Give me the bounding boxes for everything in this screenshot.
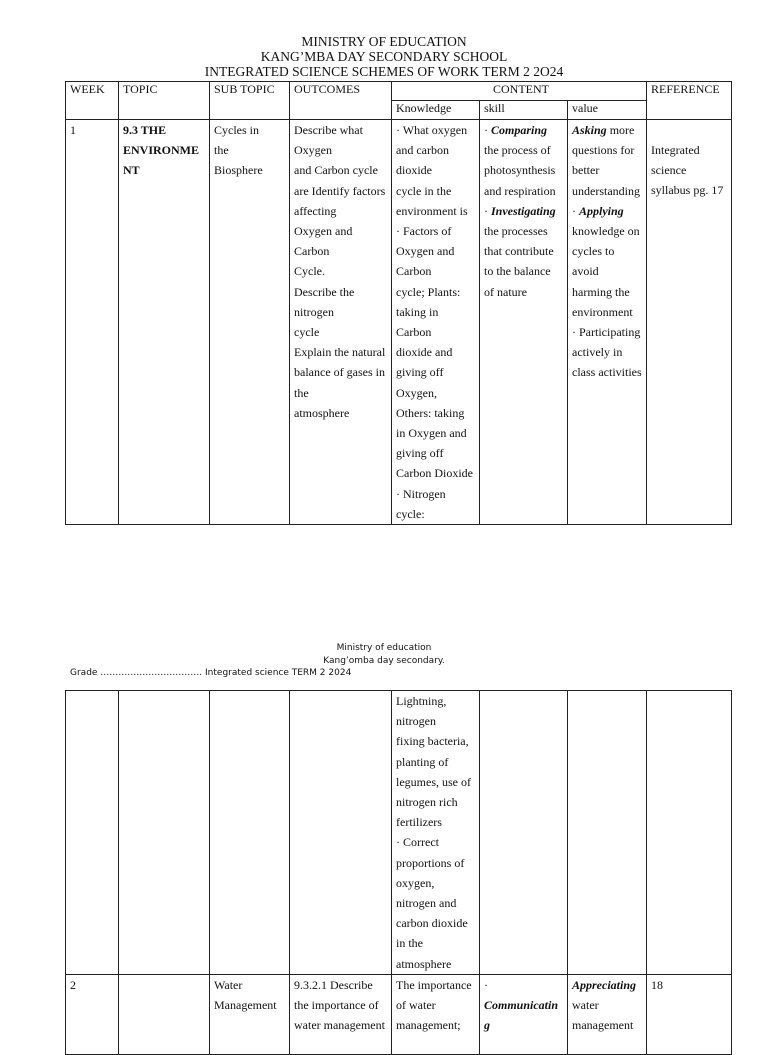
value-keyword: Applying (579, 203, 624, 218)
scheme-title: INTEGRATED SCIENCE SCHEMES OF WORK TERM 2 2O24 (204, 64, 564, 79)
col-header-week: WEEK (66, 82, 119, 120)
cell-skill (480, 974, 568, 1054)
knowledge-line: in Oxygen and (396, 426, 467, 441)
bullet: · (484, 977, 488, 992)
knowledge-line: fixing bacteria, (396, 734, 469, 749)
scheme-table-page2 (65, 690, 732, 1055)
sub-topic-line: the (214, 143, 229, 158)
knowledge-line: carbon dioxide (396, 916, 468, 931)
knowledge-line: cycle: (396, 506, 425, 521)
value-line: cycles to (572, 244, 615, 259)
outcome-line: Describe the (294, 284, 355, 299)
knowledge-line: and carbon (396, 143, 449, 158)
col-header-outcomes: OUTCOMES (290, 82, 392, 120)
cell-skill (480, 120, 568, 525)
knowledge-line: Carbon (396, 325, 432, 340)
table-row-week-1 (66, 120, 732, 525)
knowledge-line: cycle in the (396, 183, 452, 198)
ministry-title: MINISTRY OF EDUCATION (301, 34, 467, 49)
skill-keyword: Investigating (491, 203, 556, 218)
knowledge-line: Oxygen, (396, 385, 437, 400)
value-keyword: Appreciating (572, 977, 637, 992)
knowledge-line: oxygen, (396, 875, 435, 890)
knowledge-line: dioxide (396, 163, 432, 178)
cell-skill (480, 691, 568, 975)
outcome-line: Describe what (294, 123, 363, 137)
outcome-line: nitrogen (294, 304, 334, 319)
cell-reference: 18 (647, 974, 732, 1054)
cell-sub-topic (210, 691, 290, 975)
cell-week: 1 (66, 120, 119, 525)
skill-keyword: Communicatin (484, 998, 559, 1013)
knowledge-line: · Nitrogen (396, 486, 446, 501)
outcome-line: Oxygen and (294, 224, 353, 239)
outcome-line: Explain the natural (294, 345, 386, 360)
outcome-line: affecting (294, 203, 337, 218)
scheme-table-page1 (65, 81, 732, 525)
value-line: understanding (572, 183, 640, 198)
knowledge-line: taking in (396, 304, 439, 319)
topic-line: ENVIRONME (123, 143, 200, 158)
value-line: · Participating (572, 325, 641, 340)
outcome-line: atmosphere (294, 405, 350, 420)
knowledge-line: Oxygen and (396, 244, 455, 259)
value-text: more (606, 123, 635, 137)
col-header-knowledge: Knowledge (392, 101, 480, 120)
knowledge-line: legumes, use of (396, 774, 471, 789)
cell-knowledge (392, 691, 480, 975)
cell-sub-topic (210, 974, 290, 1054)
cell-knowledge (392, 120, 480, 525)
page2-grade-line: Grade ……………………………. Integrated science TERM 2 2024 (70, 668, 352, 678)
knowledge-line: atmosphere (396, 956, 452, 971)
value-line (572, 120, 646, 140)
knowledge-line: The importance (396, 977, 472, 992)
cell-topic (119, 691, 210, 975)
value-line: knowledge on (572, 224, 640, 239)
cell-sub-topic (210, 120, 290, 525)
knowledge-line: · What oxygen (396, 123, 468, 137)
value-keyword: Asking (572, 123, 607, 137)
knowledge-line: nitrogen rich (396, 795, 458, 810)
cell-outcomes (290, 120, 392, 525)
knowledge-line: environment is (396, 203, 468, 218)
value-line: harming the (572, 284, 630, 299)
skill-line: and respiration (484, 183, 556, 198)
knowledge-line: management; (396, 1018, 461, 1033)
col-header-topic: TOPIC (119, 82, 210, 120)
outcome-line: Oxygen (294, 143, 332, 158)
knowledge-line: Carbon Dioxide (396, 466, 473, 481)
skill-line (484, 120, 567, 140)
knowledge-line: planting of (396, 754, 449, 769)
knowledge-line: proportions of (396, 855, 465, 870)
value-line: management (572, 1018, 634, 1033)
cell-reference (647, 691, 732, 975)
outcome-line: and Carbon cycle (294, 163, 378, 178)
value-line: class activities (572, 365, 642, 380)
skill-line: of nature (484, 284, 527, 299)
sub-topic-line: Water (214, 977, 243, 992)
col-header-skill: skill (480, 101, 568, 120)
knowledge-line: giving off (396, 446, 444, 461)
knowledge-line: Others: taking (396, 405, 465, 420)
school-name: KANG’MBA DAY SECONDARY SCHOOL (260, 49, 508, 64)
cell-week: 2 (66, 974, 119, 1054)
col-header-content: CONTENT (392, 82, 647, 101)
outcome-line: Cycle. (294, 264, 325, 279)
knowledge-line: dioxide and (396, 345, 453, 360)
page2-ministry: Ministry of education (336, 643, 432, 653)
topic-line: 9.3 THE (123, 123, 167, 137)
outcome-line: 9.3.2.1 Describe (294, 977, 373, 992)
outcome-line: balance of gases in (294, 365, 385, 380)
cell-knowledge (392, 974, 480, 1054)
value-line: questions for (572, 143, 635, 158)
knowledge-line: fertilizers (396, 815, 442, 830)
skill-line: that contribute (484, 244, 554, 259)
cell-topic (119, 974, 210, 1054)
col-header-reference: REFERENCE (647, 82, 732, 120)
knowledge-line: nitrogen and (396, 896, 457, 911)
value-line: environment (572, 304, 633, 319)
cell-week (66, 691, 119, 975)
value-line: water (572, 998, 599, 1013)
cell-reference (647, 120, 732, 525)
value-line: better (572, 163, 600, 178)
value-line (572, 201, 646, 221)
cell-topic (119, 120, 210, 525)
skill-line: the processes (484, 224, 548, 239)
knowledge-line: in the (396, 936, 423, 951)
cell-value (568, 974, 647, 1054)
cell-value (568, 120, 647, 525)
outcome-line: cycle (294, 325, 320, 340)
sub-topic-line: Management (214, 998, 277, 1013)
knowledge-line: · Factors of (396, 224, 452, 239)
bullet: · (572, 203, 579, 218)
skill-line: photosynthesis (484, 163, 556, 178)
table-row-continuation (66, 691, 732, 975)
skill-keyword: Comparing (491, 123, 548, 137)
bullet: · (484, 203, 491, 218)
knowledge-line: giving off (396, 365, 444, 380)
outcome-line: water management (294, 1018, 385, 1033)
skill-line: to the balance (484, 264, 551, 279)
cell-value (568, 691, 647, 975)
reference-line: Integrated (651, 143, 700, 157)
outcome-line: the importance of (294, 998, 379, 1013)
page2-school: Kang’omba day secondary. (323, 655, 445, 666)
outcome-line: are Identify factors (294, 183, 386, 198)
knowledge-line: cycle; Plants: (396, 284, 461, 299)
outcome-line: the (294, 385, 309, 400)
col-header-sub-topic: SUB TOPIC (210, 82, 290, 120)
topic-line: NT (123, 163, 140, 178)
reference-line: science (651, 163, 687, 178)
bullet: · (484, 123, 491, 137)
document-header (0, 34, 768, 79)
skill-keyword: g (484, 1018, 490, 1033)
header-row (66, 82, 732, 101)
skill-line: the process of (484, 143, 551, 158)
knowledge-line: · Correct (396, 835, 439, 850)
value-line: actively in (572, 345, 623, 360)
reference-line: syllabus pg. 17 (651, 183, 724, 198)
skill-line (484, 201, 567, 221)
cell-outcomes (290, 974, 392, 1054)
value-line: avoid (572, 264, 599, 279)
col-header-value: value (568, 101, 647, 120)
sub-topic-line: Cycles in (214, 123, 259, 137)
knowledge-line: nitrogen (396, 714, 436, 729)
page2-header (0, 642, 768, 682)
knowledge-line: of water (396, 998, 436, 1013)
sub-topic-line: Biosphere (214, 163, 263, 178)
knowledge-line: Carbon (396, 264, 432, 279)
cell-outcomes (290, 691, 392, 975)
outcome-line: Carbon (294, 244, 330, 259)
knowledge-line: Lightning, (396, 694, 447, 708)
spacer (651, 120, 731, 140)
table-row-week-2 (66, 974, 732, 1054)
